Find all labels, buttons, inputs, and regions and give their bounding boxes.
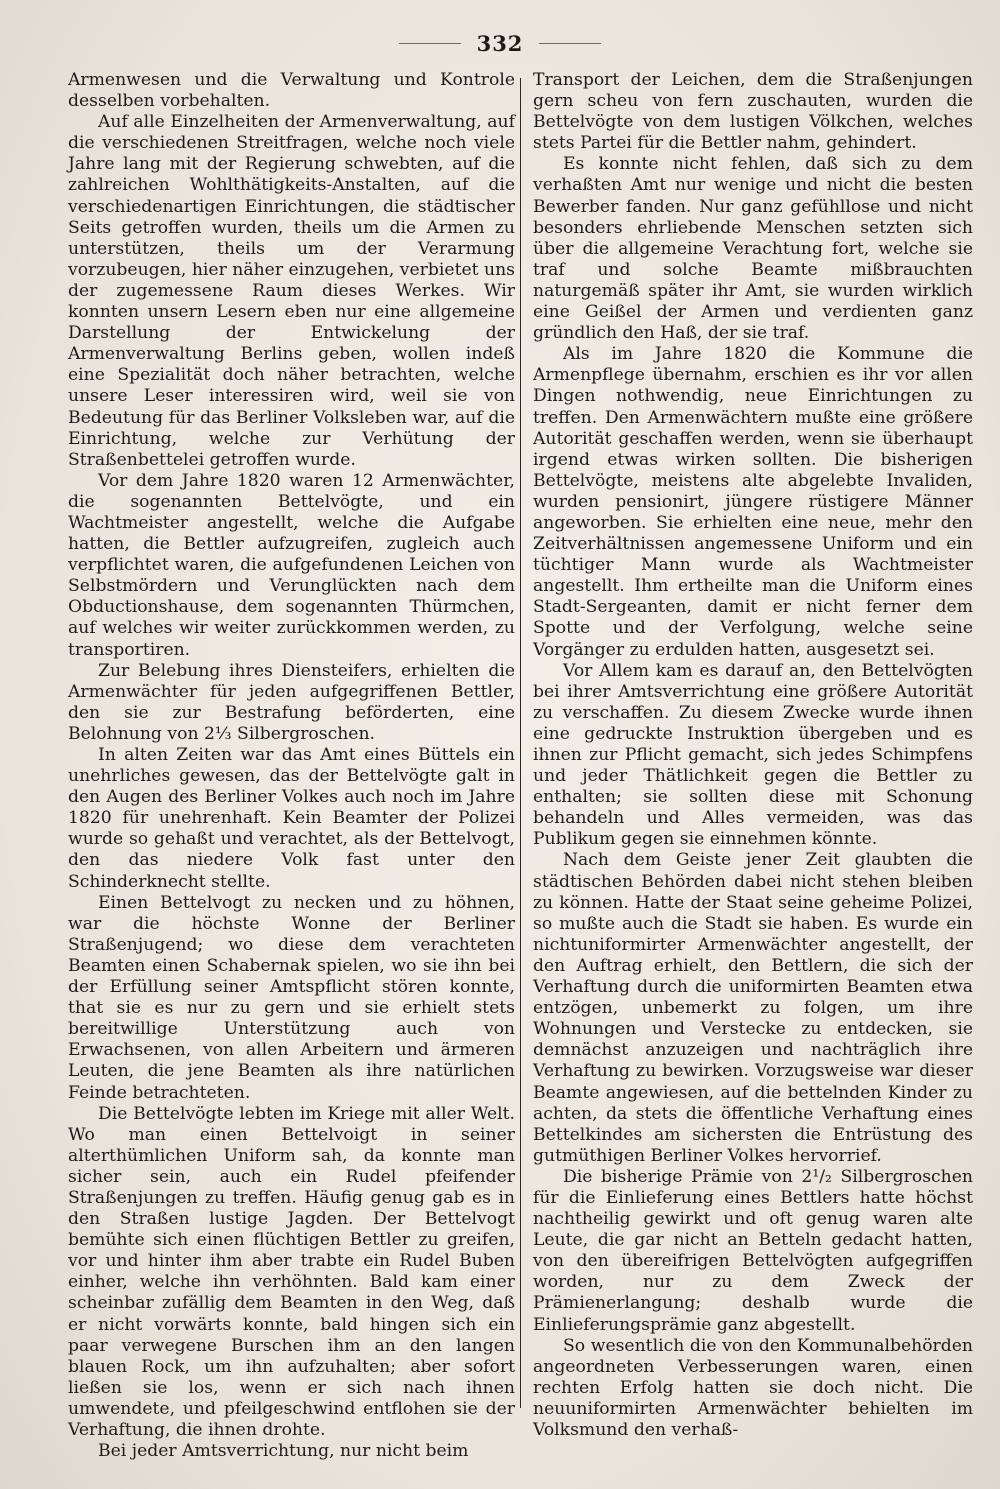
- paragraph: Transport der Leichen, dem die Straßenjungen gern scheu von fern zuschauten, wurden die Bettelvögte von dem lustigen Völkchen, welches stets Partei für die Bettler nahm, gehindert.: [533, 70, 973, 154]
- paragraph: Vor dem Jahre 1820 waren 12 Armenwächter, die sogenannten Bettelvögte, und ein Wachtmeister angestellt, welche die Aufgabe hatten, die Bettler aufzugreifen, zugleich auch verpflichtet waren, die aufgefundenen Leichen von Selbstmördern und Verunglückten nach dem Obductionshause, dem sogenannten Thürmchen, auf welches wir weiter zurückkommen werden, zu transportiren.: [68, 470, 515, 660]
- paragraph: Einen Bettelvogt zu necken und zu höhnen, war die höchste Wonne der Berliner Straßenjugend; wo diese dem verachteten Beamten einen Schabernak spielen, wo sie ihn bei der Erfüllung seiner Amtspflicht stören konnte, that sie es nur zu gern und sie erhielt stets bereitwillige Unterstützung auch von Erwachsenen, von allen Arbeitern und ärmeren Leuten, die jene Beamten als ihre natürlichen Feinde betrachteten.: [68, 892, 515, 1103]
- page-number: 332: [476, 30, 524, 56]
- paragraph: Die Bettelvögte lebten im Kriege mit aller Welt. Wo man einen Bettelvoigt in seiner alterthümlichen Uniform sah, da konnte man sicher sein, auch ein Rudel pfeifender Straßenjungen zu treffen. Häufig genug gab es in den Straßen lustige Jagden. Der Bettelvogt bemühte sich einen flüchtigen Bettler zu greifen, vor und hinter ihm aber trabte ein Rudel Buben einher, welche ihn verhöhnten. Bald kam einer scheinbar zufällig dem Beamten in den Weg, daß er nicht vorwärts konnte, bald hingen sich ein paar verwegene Burschen ihm an den langen blauen Rock, um ihn aufzuhalten; aber sofort ließen sie los, wenn er sich nach ihnen umwendete, und pfeilgeschwind entflohen sie der Verhaftung, die ihnen drohte.: [68, 1103, 515, 1440]
- paragraph: Bei jeder Amtsverrichtung, nur nicht beim: [98, 1441, 469, 1462]
- paragraph: Auf alle Einzelheiten der Armenverwaltung, auf die verschiedenen Streitfragen, welche noch viele Jahre lang mit der Regierung schwebten, auf die zahlreichen Wohlthätigkeits-Anstalten, auf die verschiedenartigen Einrichtungen, die städtischer Seits getroffen wurden, theils um die Armen zu unterstützen, theils um der Verarmung vorzubeugen, hier näher einzugehen, verbietet uns der zugemessene Raum dieses Werkes. Wir konnten unsern Lesern eben nur eine allgemeine Darstellung der Entwickelung der Armenverwaltung Berlins geben, wollen indeß eine Spezialität doch näher betrachten, welche unsere Leser interessiren wird, weil sie von Bedeutung für das Berliner Volksleben war, auf die Einrichtung, welche zur Verhütung der Straßenbettelei getroffen wurde.: [68, 112, 515, 470]
- paragraph: Es konnte nicht fehlen, daß sich zu dem verhaßten Amt nur wenige und nicht die besten Bewerber fanden. Nur ganz gefühllose und nicht besonders ehrliebende Menschen setzten sich über die allgemeine Verachtung fort, welche sie traf und solche Beamte mißbrauchten naturgemäß später ihr Amt, sie wurden wirklich eine Geißel der Armen und verdienten ganz gründlich den Haß, der sie traf.: [533, 154, 973, 344]
- header-rule-right: [539, 43, 601, 44]
- column-divider: [520, 78, 521, 1408]
- left-column: [68, 70, 515, 1462]
- header-rule-left: [399, 43, 461, 44]
- paragraph: Nach dem Geiste jener Zeit glaubten die städtischen Behörden dabei nicht stehen bleiben zu können. Hatte der Staat seine geheime Polizei, so mußte auch die Stadt sie haben. Es wurde ein nichtuniformirter Armenwächter angestellt, der den Auftrag erhielt, den Bettlern, die sich der Verhaftung durch die uniformirten Beamten etwa entzögen, unbemerkt zu folgen, um ihre Wohnungen und Verstecke zu entdecken, sie demnächst anzuzeigen und nachträglich ihre Verhaftung zu bewirken. Vorzugsweise war dieser Beamte angewiesen, auf die bettelnden Kinder zu achten, da stets die öffentliche Verhaftung eines Bettelkindes am sichersten die Entrüstung des gutmüthigen Berliner Volkes hervorrief.: [533, 850, 973, 1166]
- paragraph: Zur Belebung ihres Diensteifers, erhielten die Armenwächter für jeden aufgegriffenen Bettler, den sie zur Bestrafung beförderten, eine Belohnung von 2⅓ Silbergroschen.: [68, 660, 515, 744]
- paragraph: So wesentlich die von den Kommunalbehörden angeordneten Verbesserungen waren, einen rechten Erfolg hatten sie doch nicht. Die neuuniformirten Armenwächter behielten im Volksmund den verhaß-: [533, 1335, 973, 1440]
- paragraph: Armenwesen und die Verwaltung und Kontrole desselben vorbehalten.: [68, 70, 515, 112]
- paragraph: Die bisherige Prämie von 2¹/₂ Silbergroschen für die Einlieferung eines Bettlers hatte höchst nachtheilig gewirkt und oft genug waren alte Leute, die gar nicht an Betteln gedacht hatten, von den übereifrigen Bettelvögten aufgegriffen worden, nur zu dem Zweck der Prämienerlangung; deshalb wurde die Einlieferungsprämie ganz abgestellt.: [533, 1166, 973, 1335]
- paragraph: In alten Zeiten war das Amt eines Büttels ein unehrliches gewesen, das der Bettelvögte galt in den Augen des Berliner Volkes auch noch im Jahre 1820 für unehrenhaft. Kein Beamter der Polizei wurde so gehaßt und verachtet, als der Bettelvogt, den das niedere Volk fast unter den Schinderknecht stellte.: [68, 745, 515, 892]
- right-column: [533, 70, 973, 1441]
- paragraph: Als im Jahre 1820 die Kommune die Armenpflege übernahm, erschien es ihr vor allen Dingen nothwendig, neue Einrichtungen zu treffen. Den Armenwächtern mußte eine größere Autorität geschaffen werden, wenn sie überhaupt irgend etwas wirken sollten. Die bisherigen Bettelvögte, meistens alte abgelebte Invaliden, wurden pensionirt, jüngere rüstigere Männer angeworben. Sie erhielten eine neue, mehr den Zeitverhältnissen angemessene Uniform und ein tüchtiger Mann wurde als Wachtmeister angestellt. Ihm ertheilte man die Uniform eines Stadt-Sergeanten, damit er nicht ferner dem Spotte und der Verfolgung, welche seine Vorgänger zu erdulden hatten, ausgesetzt sei.: [533, 344, 973, 660]
- paragraph: Vor Allem kam es darauf an, den Bettelvögten bei ihrer Amtsverrichtung eine größere Autorität zu verschaffen. Zu diesem Zwecke wurde ihnen eine gedruckte Instruktion übergeben und es ihnen zur Pflicht gemacht, sich jedes Schimpfens und jeder Thätlichkeit gegen die Bettler zu enthalten; sie sollten diese mit Schonung behandeln und Alles vermeiden, was das Publikum gegen sie einnehmen könnte.: [533, 660, 973, 850]
- page-header: [0, 28, 1000, 58]
